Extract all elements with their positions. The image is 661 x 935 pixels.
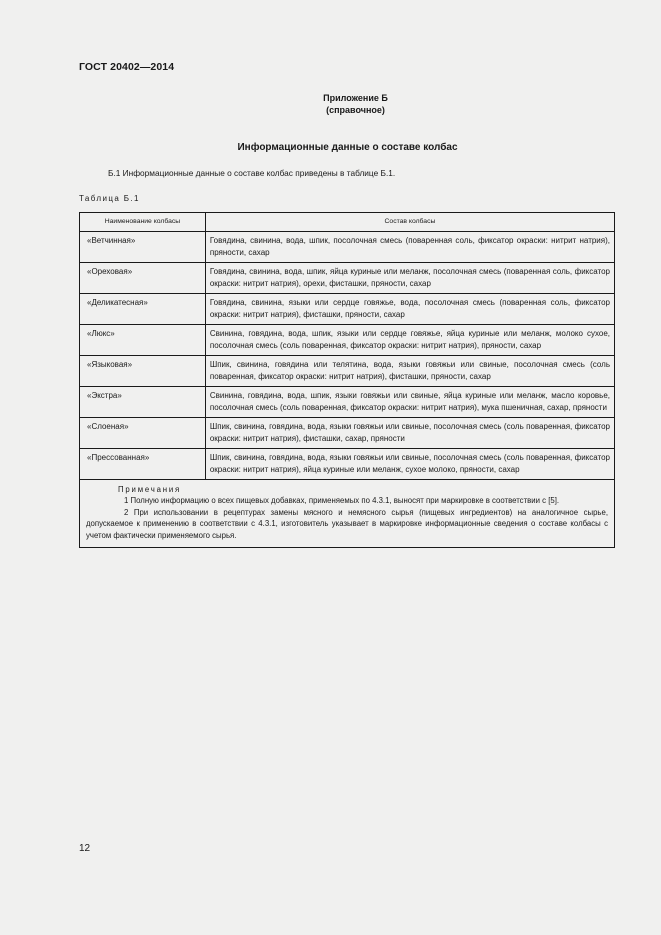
appendix-heading bbox=[0, 93, 661, 116]
column-header-composition: Состав колбасы bbox=[205, 213, 614, 232]
appendix-title: Приложение Б bbox=[323, 93, 388, 103]
table-row bbox=[80, 325, 615, 356]
sausage-composition: Говядина, свинина, вода, шпик, посолочная смесь (поваренная соль, фиксатор окраски: нитрит натрия), пряности, сахар bbox=[205, 232, 614, 263]
table-label: Таблица Б.1 bbox=[79, 194, 140, 203]
table-notes bbox=[80, 480, 615, 548]
composition-table bbox=[79, 212, 615, 548]
appendix-subtitle: (справочное) bbox=[326, 104, 385, 115]
sausage-name: «Прессованная» bbox=[80, 449, 206, 480]
note-item: 1 Полную информацию о всех пищевых добавках, применяемых по 4.3.1, выносят при маркировке в соответствии с [5]. bbox=[124, 496, 560, 506]
sausage-composition: Шпик, свинина, говядина или телятина, вода, языки говяжьи или свиные, посолочная смесь (соль поваренная, фиксатор окраски: нитрит натрия), фисташки, пряности, сахар bbox=[205, 356, 614, 387]
note-item: 2 При использовании в рецептурах замены мясного и немясного сырья (пищевых ингредиентов) на аналогичное сырье, допускаемое к применению в соответствии с 4.3.1, изготовитель указывает в маркировке информационные сведения о составе колбасы с учетом фактически применяемого сырья. bbox=[86, 507, 608, 540]
intro-paragraph: Б.1 Информационные данные о составе колбас приведены в таблице Б.1. bbox=[108, 168, 396, 178]
table-row bbox=[80, 387, 615, 418]
sausage-composition: Свинина, говядина, вода, шпик, языки или сердце говяжье, яйца куриные или меланж, молоко сухое, посолочная смесь (соль поваренная, фиксатор окраски: нитрит натрия), пряности, сахар bbox=[205, 325, 614, 356]
document-code: ГОСТ 20402—2014 bbox=[79, 61, 175, 73]
sausage-name: «Ореховая» bbox=[80, 263, 206, 294]
sausage-composition: Шпик, свинина, говядина, вода, языки говяжьи или свиные, посолочная смесь (соль поваренная, фиксатор окраски: нитрит натрия), яйца куриные или меланж, сухое молоко, пряности, сахар bbox=[205, 449, 614, 480]
sausage-composition: Шпик, свинина, говядина, вода, языки говяжьи или свиные, посолочная смесь (соль поваренная, фиксатор окраски: нитрит натрия), фисташки, сахар, пряности bbox=[205, 418, 614, 449]
table-header-row bbox=[80, 213, 615, 232]
table-row bbox=[80, 418, 615, 449]
table-row bbox=[80, 294, 615, 325]
table-row bbox=[80, 263, 615, 294]
page-number: 12 bbox=[79, 843, 91, 854]
table-row bbox=[80, 232, 615, 263]
sausage-name: «Люкс» bbox=[80, 325, 206, 356]
sausage-name: «Слоеная» bbox=[80, 418, 206, 449]
sausage-composition: Говядина, свинина, вода, шпик, яйца куриные или меланж, посолочная смесь (поваренная соль, фиксатор окраски: нитрит натрия), орехи, фисташки, пряности, сахар bbox=[205, 263, 614, 294]
notes-heading: Примечания bbox=[118, 485, 182, 494]
column-header-name: Наименование колбасы bbox=[80, 213, 206, 232]
sausage-composition: Свинина, говядина, вода, шпик, языки говяжьи или свиные, яйца куриные или меланж, масло коровье, посолочная смесь (соль поваренная, фиксатор окраски: нитрит натрия), мука пшеничная, сахар, пряности bbox=[205, 387, 614, 418]
sausage-composition: Говядина, свинина, языки или сердце говяжье, вода, посолочная смесь (поваренная соль, фиксатор окраски: нитрит натрия), фисташки, пряности, сахар bbox=[205, 294, 614, 325]
table-notes-row bbox=[80, 480, 615, 548]
sausage-name: «Деликатесная» bbox=[80, 294, 206, 325]
table-row bbox=[80, 449, 615, 480]
table-row bbox=[80, 356, 615, 387]
section-title: Информационные данные о составе колбас bbox=[237, 142, 458, 153]
sausage-name: «Языковая» bbox=[80, 356, 206, 387]
sausage-name: «Экстра» bbox=[80, 387, 206, 418]
sausage-name: «Ветчинная» bbox=[80, 232, 206, 263]
